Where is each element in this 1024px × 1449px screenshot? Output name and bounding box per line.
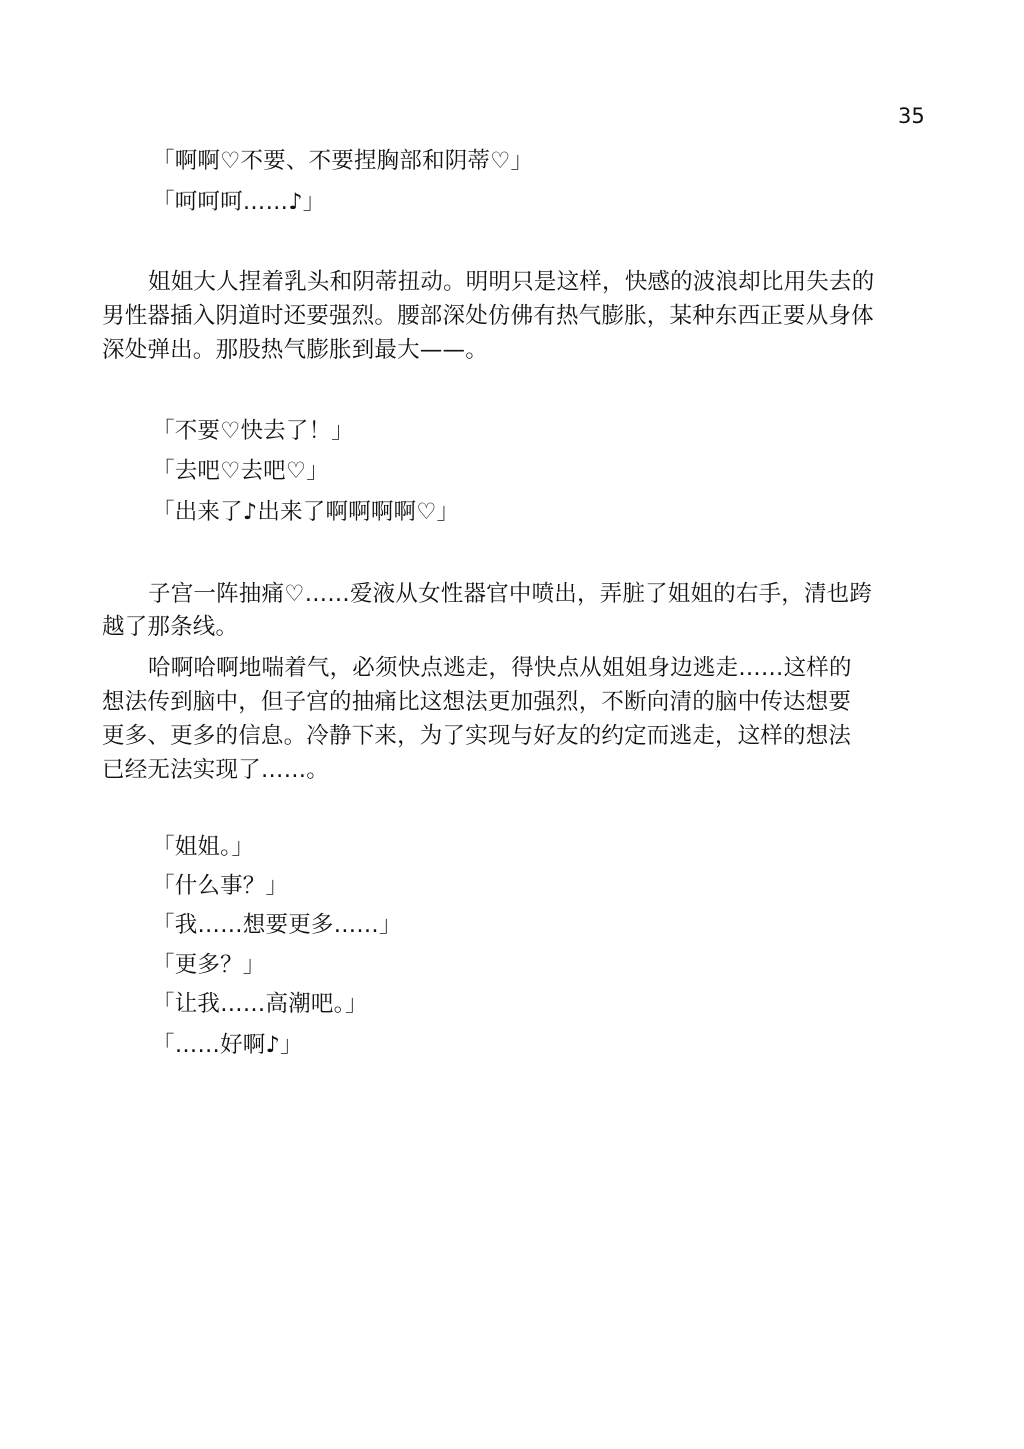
paragraph-line: 男性器插入阴道时还要强烈。腰部深处仿佛有热气膨胀，某种东西正要从身体 xyxy=(102,303,874,329)
dialogue-line: 「呵呵呵……♪」 xyxy=(152,189,326,215)
dialogue-line: 「什么事？」 xyxy=(152,873,289,899)
dialogue-line: 「更多？」 xyxy=(152,952,266,978)
dialogue-line: 「让我……高潮吧。」 xyxy=(152,991,368,1017)
paragraph-line: 想法传到脑中，但子宫的抽痛比这想法更加强烈，不断向清的脑中传达想要 xyxy=(102,689,852,715)
dialogue-line: 「姐姐。」 xyxy=(152,834,255,860)
paragraph-line: 深处弹出。那股热气膨胀到最大——。 xyxy=(102,337,488,363)
paragraph-line: 哈啊哈啊地喘着气，必须快点逃走，得快点从姐姐身边逃走……这样的 xyxy=(148,655,852,681)
paragraph-line: 已经无法实现了……。 xyxy=(102,757,330,783)
paragraph-line: 子宫一阵抽痛♡……爱液从女性器官中喷出，弄脏了姐姐的右手，清也跨 xyxy=(148,581,873,607)
paragraph-line: 姐姐大人捏着乳头和阴蒂扭动。明明只是这样，快感的波浪却比用失去的 xyxy=(148,269,875,295)
dialogue-line: 「……好啊♪」 xyxy=(152,1032,303,1058)
dialogue-line: 「不要♡快去了！」 xyxy=(152,418,354,444)
paragraph-line: 越了那条线。 xyxy=(102,614,239,640)
page-number: 35 xyxy=(898,104,925,128)
dialogue-line: 「出来了♪出来了啊啊啊啊♡」 xyxy=(152,499,460,525)
paragraph-line: 更多、更多的信息。冷静下来，为了实现与好友的约定而逃走，这样的想法 xyxy=(102,723,852,749)
dialogue-line: 「啊啊♡不要、不要捏胸部和阴蒂♡」 xyxy=(152,148,534,174)
dialogue-line: 「去吧♡去吧♡」 xyxy=(152,458,329,484)
dialogue-line: 「我……想要更多……」 xyxy=(152,912,402,938)
